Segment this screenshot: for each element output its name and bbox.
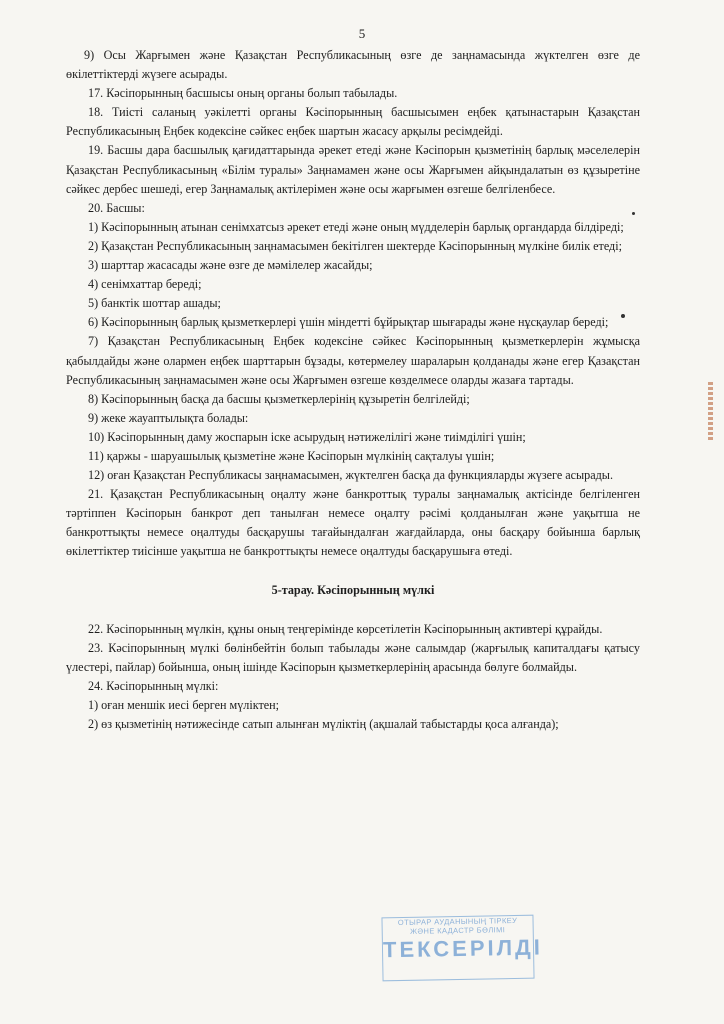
stamp-line: ОТЫРАР АУДАНЫНЫҢ ТІРКЕУ <box>397 915 518 928</box>
paragraph: 1) оған меншік иесі берген мүліктен; <box>88 698 280 712</box>
scan-dot <box>632 212 635 215</box>
paragraph: 23. Кәсіпорынның мүлкі бөлінбейтін болып табылады және салымдар (жарғылық капиталдағы қатысу үлестері, пайлар) бойынша, оның ішінде Кәсіпорын қызметкерлерінің арасында бөлуге болмайды. <box>66 640 640 674</box>
paragraph: 7) Қазақстан Республикасының Еңбек кодексіне сәйкес Кәсіпорынның қызметкерлерін жұмысқа қабылдайды және олармен еңбек шарттарын бұзады, көтермелеу шараларын қолданады және егер Қазақстан Республикасының заңнамасымен және осы Жарғымен өзгеше көзделмесе оларды жазаға тартады. <box>66 334 640 387</box>
paragraph: 2) өз қызметінің нәтижесінде сатып алынған мүліктің (ақшалай табыстарды қоса алғанда); <box>88 717 559 732</box>
paragraph: 24. Кәсіпорынның мүлкі: <box>88 678 219 693</box>
paragraph: 1) Кәсіпорынның атынан сенімхатсыз әрекет етеді және оның мүдделерін барлық органдарда білдіреді; <box>88 219 624 234</box>
page-number: 5 <box>358 26 366 41</box>
scan-dot <box>621 314 625 318</box>
paragraph: 12) оған Қазақстан Республикасы заңнамасымен, жүктелген басқа да функцияларды жүзеге асырады. <box>88 468 614 483</box>
stamp-text: ТЕКСЕРІЛДІ <box>382 934 544 963</box>
paragraph: 8) Кәсіпорынның басқа да басшы қызметкерлерінің құзыретін белгілейді; <box>88 391 470 406</box>
paragraph: 2) Қазақстан Республикасының заңнамасымен бекітілген шектерде Кәсіпорынның мүлкіне билік етеді; <box>88 238 622 253</box>
paragraph: 9) жеке жауаптылықта болады: <box>88 410 249 425</box>
stamp-line: ЖӘНЕ КАДАСТР БӨЛІМІ <box>410 925 506 936</box>
paragraph: 19. Басшы дара басшылық қағидаттарында әрекет етеді және Кәсіпорын қызметінің барлық мәселелерін Қазақстан Республикасының «Білім туралы» Заңнамамен және осы Жарғымен айқындалатын өз құзыретіне сәйкес дербес шешеді, егер Заңнамалық актілерімен және осы жарғымен өзгеше белгіленбесе. <box>66 143 640 196</box>
paragraph: 3) шарттар жасасады және өзге де мәмілелер жасайды; <box>88 258 373 273</box>
paragraph: 17. Кәсіпорынның басшысы оның органы болып табылады. <box>88 86 398 101</box>
document-body <box>66 46 640 734</box>
paragraph: 5) банктік шоттар ашады; <box>88 296 221 311</box>
paragraph: 9) Осы Жарғымен және Қазақстан Республикасының өзге де заңнамасында жүктелген өзге де өкілеттіктерді жүзеге асырады. <box>66 48 640 82</box>
paragraph: 10) Кәсіпорынның даму жоспарын іске асырудың нәтижелілігі және тиімділігі үшін; <box>88 429 526 444</box>
scan-edge-mark <box>708 382 713 440</box>
section-heading: 5-тарау. Кәсіпорынның мүлкі <box>271 582 435 597</box>
paragraph: 21. Қазақстан Республикасының оңалту және банкроттық туралы заңнамалық актісінде белгіленген тәртіппен Кәсіпорын банкрот деп танылған немесе оңалту рәсімі қолданылған және уақытша не банкроттықты немесе оңалтуды басқарушы тағайындалған жағдайларда, оны басқару бойынша барлық өкілеттіктер тиісінше уақытша не банкроттықты немесе оңалтуды басқарушыға өтеді. <box>66 487 640 559</box>
paragraph: 11) қаржы - шаруашылық қызметіне және Кәсіпорын мүлкінің сақталуы үшін; <box>88 448 495 463</box>
paragraph: 18. Тиісті саланың уәкілетті органы Кәсіпорынның басшысымен еңбек қатынастарын Қазақстан Республикасының Еңбек кодексіне сәйкес еңбек шартын жасасу арқылы ресімдейді. <box>66 105 640 139</box>
paragraph: 22. Кәсіпорынның мүлкін, құны оның теңгерімінде көрсетілетін Кәсіпорынның активтері құрайды. <box>88 621 603 636</box>
paragraph: 6) Кәсіпорынның барлық қызметкерлері үшін міндетті бұйрықтар шығарады және нұсқаулар береді; <box>88 315 609 330</box>
paragraph: 4) сенімхаттар береді; <box>88 277 202 292</box>
paragraph: 20. Басшы: <box>88 200 145 215</box>
verification-stamp <box>381 915 544 982</box>
